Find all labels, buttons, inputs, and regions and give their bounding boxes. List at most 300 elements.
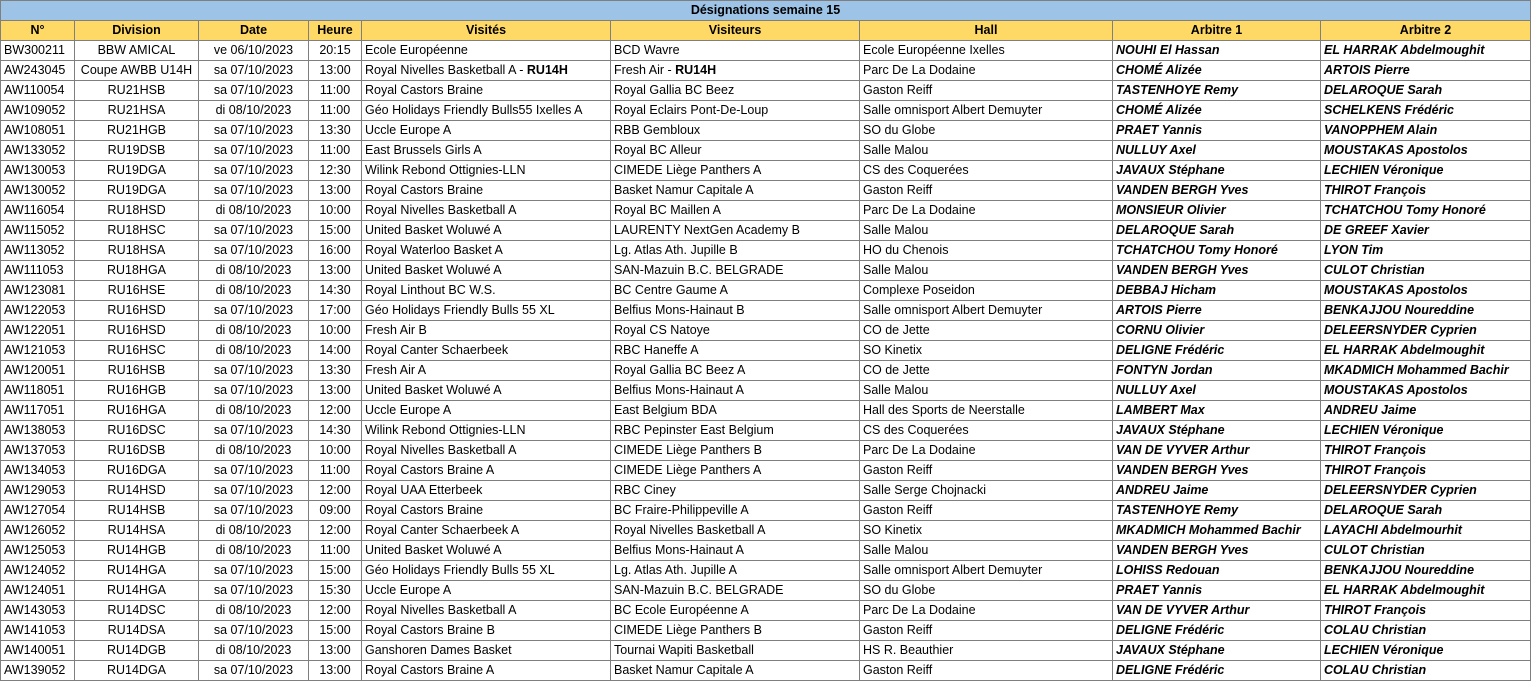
cell-heure (309, 481, 362, 501)
cell-arbitre-1 (1113, 421, 1321, 441)
cell-visites-text: Ganshoren Dames Basket (365, 643, 512, 657)
cell-visites (362, 661, 611, 681)
cell-num-text: AW109052 (4, 103, 66, 117)
cell-hall (860, 561, 1113, 581)
cell-hall (860, 41, 1113, 61)
cell-visites (362, 361, 611, 381)
cell-arbitre-2-text: BENKAJJOU Noureddine (1324, 563, 1475, 577)
cell-division (75, 141, 199, 161)
header-visiteurs: Visiteurs (611, 21, 860, 41)
cell-visites (362, 621, 611, 641)
cell-visiteurs (611, 461, 860, 481)
cell-date (199, 321, 309, 341)
cell-visiteurs (611, 561, 860, 581)
cell-num-text: AW117051 (4, 403, 65, 417)
cell-visiteurs (611, 441, 860, 461)
cell-division-text: Coupe AWBB U14H (80, 63, 193, 77)
table-row (1, 661, 1531, 681)
cell-heure-text: 14:00 (319, 343, 351, 357)
cell-heure (309, 221, 362, 241)
cell-division (75, 121, 199, 141)
cell-arbitre-2 (1321, 161, 1531, 181)
cell-division (75, 61, 199, 81)
cell-date-text: di 08/10/2023 (215, 523, 292, 537)
cell-visites-text: United Basket Woluwé A (365, 383, 502, 397)
cell-arbitre-1-text: PRAET Yannis (1116, 123, 1203, 137)
cell-num-text: AW140051 (4, 643, 66, 657)
cell-num (1, 381, 75, 401)
cell-num (1, 541, 75, 561)
cell-arbitre-1-text: VANDEN BERGH Yves (1116, 263, 1249, 277)
cell-arbitre-1-text: DELIGNE Frédéric (1116, 623, 1225, 637)
cell-arbitre-2-text: DELAROQUE Sarah (1324, 503, 1443, 517)
table-row (1, 161, 1531, 181)
cell-arbitre-1-text: LAMBERT Max (1116, 403, 1205, 417)
cell-hall (860, 361, 1113, 381)
cell-num-text: AW133052 (4, 143, 66, 157)
cell-num-text: AW243045 (4, 63, 66, 77)
cell-division-text: RU21HGB (106, 123, 167, 137)
cell-division-text: RU14HGA (106, 583, 167, 597)
cell-hall (860, 101, 1113, 121)
cell-date-text: sa 07/10/2023 (213, 83, 294, 97)
cell-hall (860, 461, 1113, 481)
cell-hall-text: Complexe Poseidon (863, 283, 975, 297)
cell-arbitre-2 (1321, 121, 1531, 141)
cell-visiteurs-text: Royal BC Alleur (614, 143, 702, 157)
cell-arbitre-1 (1113, 441, 1321, 461)
cell-date-text: di 08/10/2023 (215, 543, 292, 557)
cell-hall-text: CS des Coquerées (863, 423, 969, 437)
header-division: Division (75, 21, 199, 41)
cell-visiteurs-text: Royal BC Maillen A (614, 203, 721, 217)
cell-hall-text: Salle Malou (863, 543, 929, 557)
cell-division (75, 361, 199, 381)
cell-arbitre-1 (1113, 381, 1321, 401)
cell-heure (309, 101, 362, 121)
cell-date (199, 181, 309, 201)
cell-num (1, 301, 75, 321)
cell-division (75, 261, 199, 281)
cell-hall-text: Gaston Reiff (863, 663, 933, 677)
cell-num (1, 621, 75, 641)
cell-arbitre-2-text: LYON Tim (1324, 243, 1384, 257)
cell-visiteurs (611, 641, 860, 661)
cell-arbitre-1 (1113, 201, 1321, 221)
cell-arbitre-2 (1321, 581, 1531, 601)
cell-heure-text: 15:00 (319, 623, 351, 637)
cell-heure-text: 10:00 (319, 443, 351, 457)
cell-division-text: RU14DGA (106, 663, 167, 677)
cell-visites (362, 601, 611, 621)
cell-num (1, 241, 75, 261)
cell-visiteurs (611, 621, 860, 641)
cell-date-text: sa 07/10/2023 (213, 663, 294, 677)
cell-num-text: AW120051 (4, 363, 66, 377)
cell-heure (309, 301, 362, 321)
cell-heure-text: 12:00 (319, 403, 351, 417)
cell-date (199, 281, 309, 301)
cell-arbitre-2 (1321, 521, 1531, 541)
cell-date-text: sa 07/10/2023 (213, 143, 294, 157)
cell-hall (860, 381, 1113, 401)
cell-division-text: RU18HSC (107, 223, 166, 237)
cell-visites (362, 221, 611, 241)
cell-num-text: AW130053 (4, 163, 66, 177)
cell-num (1, 121, 75, 141)
cell-visiteurs-text: RBC Pepinster East Belgium (614, 423, 774, 437)
cell-arbitre-2 (1321, 361, 1531, 381)
cell-arbitre-2-text: LECHIEN Véronique (1324, 423, 1444, 437)
cell-num-text: AW124051 (4, 583, 66, 597)
cell-visites (362, 641, 611, 661)
cell-visites-text: Royal Castors Braine A (365, 663, 495, 677)
table-row (1, 521, 1531, 541)
sheet-title: Désignations semaine 15 (1, 1, 1531, 21)
cell-visites (362, 481, 611, 501)
cell-hall-text: HO du Chenois (863, 243, 949, 257)
table-row (1, 261, 1531, 281)
cell-visites (362, 301, 611, 321)
cell-arbitre-2 (1321, 421, 1531, 441)
cell-date (199, 561, 309, 581)
cell-visites-text: Royal Castors Braine (365, 83, 484, 97)
cell-date-text: sa 07/10/2023 (213, 63, 294, 77)
cell-heure-text: 15:30 (319, 583, 351, 597)
cell-hall-text: Salle Malou (863, 223, 929, 237)
cell-visites (362, 441, 611, 461)
cell-arbitre-2 (1321, 441, 1531, 461)
cell-arbitre-2 (1321, 181, 1531, 201)
cell-date-text: sa 07/10/2023 (213, 163, 294, 177)
cell-arbitre-1-text: PRAET Yannis (1116, 583, 1203, 597)
cell-visiteurs (611, 501, 860, 521)
cell-hall (860, 301, 1113, 321)
cell-arbitre-2 (1321, 601, 1531, 621)
cell-visiteurs-text: BC Ecole Européenne A (614, 603, 749, 617)
cell-date-text: sa 07/10/2023 (213, 223, 294, 237)
cell-heure-text: 12:00 (319, 483, 351, 497)
cell-hall-text: HS R. Beauthier (863, 643, 954, 657)
cell-arbitre-1 (1113, 121, 1321, 141)
cell-division (75, 641, 199, 661)
cell-arbitre-1-text: VAN DE VYVER Arthur (1116, 443, 1250, 457)
cell-visites-category-tag: RU14H (526, 63, 568, 77)
cell-visiteurs (611, 381, 860, 401)
cell-date (199, 381, 309, 401)
cell-num-text: AW143053 (4, 603, 66, 617)
table-row (1, 141, 1531, 161)
cell-num-text: AW123081 (4, 283, 66, 297)
cell-visites (362, 201, 611, 221)
cell-hall (860, 441, 1113, 461)
cell-arbitre-1-text: CORNU Olivier (1116, 323, 1205, 337)
cell-date-text: sa 07/10/2023 (213, 183, 294, 197)
cell-visites-text: Géo Holidays Friendly Bulls 55 XL (365, 563, 555, 577)
cell-heure-text: 12:00 (319, 523, 351, 537)
cell-hall-text: Parc De La Dodaine (863, 63, 976, 77)
cell-visiteurs-text: BC Centre Gaume A (614, 283, 728, 297)
cell-visiteurs-text: Fresh Air - (614, 63, 676, 77)
cell-hall-text: CO de Jette (863, 363, 930, 377)
cell-heure-text: 17:00 (319, 303, 351, 317)
cell-visites (362, 261, 611, 281)
cell-visites-text: Géo Holidays Friendly Bulls55 Ixelles A (365, 103, 583, 117)
cell-arbitre-2 (1321, 481, 1531, 501)
table-row (1, 461, 1531, 481)
cell-num (1, 221, 75, 241)
cell-heure-text: 20:15 (319, 43, 351, 57)
cell-heure-text: 11:00 (319, 143, 351, 157)
cell-num (1, 141, 75, 161)
cell-visites (362, 341, 611, 361)
cell-arbitre-1-text: VAN DE VYVER Arthur (1116, 603, 1250, 617)
cell-arbitre-1 (1113, 321, 1321, 341)
cell-date-text: sa 07/10/2023 (213, 383, 294, 397)
cell-num-text: BW300211 (4, 43, 65, 57)
cell-visites (362, 501, 611, 521)
cell-num (1, 281, 75, 301)
cell-visites-text: Royal Canter Schaerbeek A (365, 523, 520, 537)
cell-visiteurs-text: BC Fraire-Philippeville A (614, 503, 749, 517)
cell-visiteurs-text: Basket Namur Capitale A (614, 183, 754, 197)
cell-heure-text: 13:00 (319, 263, 351, 277)
cell-division-text: RU18HSA (107, 243, 166, 257)
cell-arbitre-1-text: JAVAUX Stéphane (1116, 643, 1225, 657)
cell-visiteurs-text: Belfius Mons-Hainaut A (614, 383, 744, 397)
cell-arbitre-2 (1321, 221, 1531, 241)
cell-date (199, 481, 309, 501)
cell-heure (309, 521, 362, 541)
cell-date (199, 621, 309, 641)
cell-visites (362, 281, 611, 301)
cell-date-text: di 08/10/2023 (215, 403, 292, 417)
cell-arbitre-2 (1321, 461, 1531, 481)
cell-division (75, 381, 199, 401)
cell-visiteurs (611, 421, 860, 441)
header-visites: Visités (362, 21, 611, 41)
cell-hall (860, 661, 1113, 681)
cell-num-text: AW137053 (4, 443, 66, 457)
cell-arbitre-2-text: THIROT François (1324, 603, 1427, 617)
cell-heure-text: 16:00 (319, 243, 351, 257)
cell-arbitre-2-text: LECHIEN Véronique (1324, 163, 1444, 177)
table-row (1, 201, 1531, 221)
cell-visites-text: Royal Canter Schaerbeek (365, 343, 509, 357)
cell-division (75, 481, 199, 501)
cell-date (199, 361, 309, 381)
cell-num (1, 401, 75, 421)
table-row (1, 81, 1531, 101)
cell-num (1, 521, 75, 541)
cell-date-text: sa 07/10/2023 (213, 503, 294, 517)
cell-visiteurs-text: SAN-Mazuin B.C. BELGRADE (614, 263, 784, 277)
cell-num-text: AW110054 (4, 83, 65, 97)
cell-arbitre-1 (1113, 661, 1321, 681)
cell-date (199, 301, 309, 321)
cell-heure-text: 11:00 (319, 83, 351, 97)
cell-arbitre-1-text: NULLUY Axel (1116, 383, 1196, 397)
cell-visites-text: United Basket Woluwé A (365, 263, 502, 277)
cell-visites-text: Royal Castors Braine A (365, 463, 495, 477)
cell-division-text: RU19DSB (107, 143, 166, 157)
cell-arbitre-1 (1113, 601, 1321, 621)
cell-num-text: AW111053 (4, 263, 64, 277)
cell-division (75, 241, 199, 261)
cell-hall-text: SO Kinetix (863, 343, 923, 357)
cell-hall (860, 261, 1113, 281)
cell-hall (860, 341, 1113, 361)
cell-arbitre-2-text: BENKAJJOU Noureddine (1324, 303, 1475, 317)
cell-date-text: di 08/10/2023 (215, 643, 292, 657)
cell-num (1, 661, 75, 681)
cell-visiteurs (611, 341, 860, 361)
cell-date-text: sa 07/10/2023 (213, 423, 294, 437)
cell-hall-text: Gaston Reiff (863, 183, 933, 197)
table-body (1, 41, 1531, 681)
cell-division (75, 661, 199, 681)
cell-date (199, 201, 309, 221)
table-row (1, 301, 1531, 321)
cell-visiteurs-text: Lg. Atlas Ath. Jupille B (614, 243, 738, 257)
cell-arbitre-1 (1113, 241, 1321, 261)
cell-heure (309, 461, 362, 481)
cell-arbitre-2-text: EL HARRAK Abdelmoughit (1324, 43, 1485, 57)
cell-division (75, 521, 199, 541)
cell-date (199, 601, 309, 621)
cell-arbitre-2-text: THIROT François (1324, 463, 1427, 477)
cell-date (199, 401, 309, 421)
table-row (1, 41, 1531, 61)
cell-division-text: RU18HSD (107, 203, 166, 217)
cell-arbitre-1 (1113, 461, 1321, 481)
cell-heure (309, 621, 362, 641)
cell-arbitre-2-text: TCHATCHOU Tomy Honoré (1324, 203, 1486, 217)
cell-hall-text: Parc De La Dodaine (863, 443, 976, 457)
cell-arbitre-1 (1113, 401, 1321, 421)
cell-date-text: sa 07/10/2023 (213, 623, 294, 637)
cell-hall-text: SO du Globe (863, 583, 936, 597)
cell-date-text: sa 07/10/2023 (213, 363, 294, 377)
cell-hall-text: CO de Jette (863, 323, 930, 337)
cell-visites-text: Royal UAA Etterbeek (365, 483, 483, 497)
cell-division-text: RU16HGA (106, 403, 167, 417)
cell-hall (860, 121, 1113, 141)
cell-hall-text: Gaston Reiff (863, 503, 933, 517)
cell-date (199, 101, 309, 121)
cell-arbitre-2 (1321, 81, 1531, 101)
cell-division (75, 321, 199, 341)
cell-heure-text: 13:00 (319, 643, 351, 657)
cell-visiteurs-text: SAN-Mazuin B.C. BELGRADE (614, 583, 784, 597)
cell-date (199, 421, 309, 441)
cell-visiteurs (611, 601, 860, 621)
cell-visites (362, 521, 611, 541)
cell-hall-text: SO Kinetix (863, 523, 923, 537)
cell-hall (860, 81, 1113, 101)
cell-division (75, 461, 199, 481)
cell-division-text: RU14DSA (107, 623, 166, 637)
cell-visiteurs (611, 281, 860, 301)
table-row (1, 481, 1531, 501)
cell-date-text: sa 07/10/2023 (213, 303, 294, 317)
table-row (1, 121, 1531, 141)
cell-visites (362, 61, 611, 81)
cell-date (199, 41, 309, 61)
cell-arbitre-1 (1113, 581, 1321, 601)
cell-hall-text: Salle Malou (863, 263, 929, 277)
cell-arbitre-2-text: DELAROQUE Sarah (1324, 83, 1443, 97)
cell-num (1, 261, 75, 281)
cell-arbitre-1-text: CHOMÉ Alizée (1116, 63, 1202, 77)
cell-date-text: sa 07/10/2023 (213, 463, 294, 477)
cell-visiteurs-text: Lg. Atlas Ath. Jupille A (614, 563, 737, 577)
cell-visiteurs (611, 261, 860, 281)
cell-arbitre-2-text: ARTOIS Pierre (1324, 63, 1410, 77)
cell-division-text: RU16DGA (106, 463, 167, 477)
cell-division (75, 621, 199, 641)
cell-hall-text: Hall des Sports de Neerstalle (863, 403, 1025, 417)
cell-arbitre-1-text: TASTENHOYE Remy (1116, 503, 1239, 517)
cell-hall (860, 201, 1113, 221)
cell-visiteurs (611, 241, 860, 261)
cell-arbitre-2-text: MKADMICH Mohammed Bachir (1324, 363, 1509, 377)
cell-date (199, 261, 309, 281)
cell-arbitre-1 (1113, 141, 1321, 161)
cell-arbitre-1-text: LOHISS Redouan (1116, 563, 1220, 577)
cell-arbitre-2-text: DE GREEF Xavier (1324, 223, 1429, 237)
cell-arbitre-2 (1321, 141, 1531, 161)
cell-arbitre-2 (1321, 321, 1531, 341)
cell-num-text: AW130052 (4, 183, 66, 197)
cell-visiteurs (611, 481, 860, 501)
cell-hall (860, 401, 1113, 421)
header-heure: Heure (309, 21, 362, 41)
table-row (1, 541, 1531, 561)
cell-hall-text: SO du Globe (863, 123, 936, 137)
cell-heure-text: 11:00 (319, 103, 351, 117)
cell-date (199, 541, 309, 561)
cell-visiteurs (611, 141, 860, 161)
cell-num (1, 421, 75, 441)
cell-heure-text: 10:00 (319, 323, 351, 337)
cell-visiteurs-text: Royal CS Natoye (614, 323, 710, 337)
cell-visites-text: Royal Waterloo Basket A (365, 243, 503, 257)
cell-heure (309, 201, 362, 221)
cell-heure (309, 581, 362, 601)
cell-heure (309, 561, 362, 581)
cell-visiteurs (611, 321, 860, 341)
cell-visites-text: Fresh Air A (365, 363, 427, 377)
column-header-row (1, 21, 1531, 41)
cell-visiteurs (611, 41, 860, 61)
cell-division (75, 421, 199, 441)
cell-arbitre-2-text: THIROT François (1324, 443, 1427, 457)
cell-heure-text: 10:00 (319, 203, 351, 217)
cell-heure (309, 341, 362, 361)
cell-visiteurs-text: Royal Eclairs Pont-De-Loup (614, 103, 769, 117)
cell-heure-text: 15:00 (319, 563, 351, 577)
table-row (1, 421, 1531, 441)
cell-arbitre-2-text: DELEERSNYDER Cyprien (1324, 483, 1477, 497)
cell-visiteurs-text: CIMEDE Liège Panthers B (614, 443, 762, 457)
cell-visites-text: Royal Castors Braine B (365, 623, 495, 637)
cell-arbitre-1 (1113, 361, 1321, 381)
cell-date (199, 141, 309, 161)
cell-date-text: ve 06/10/2023 (213, 43, 294, 57)
cell-heure (309, 601, 362, 621)
cell-hall-text: Salle Malou (863, 143, 929, 157)
